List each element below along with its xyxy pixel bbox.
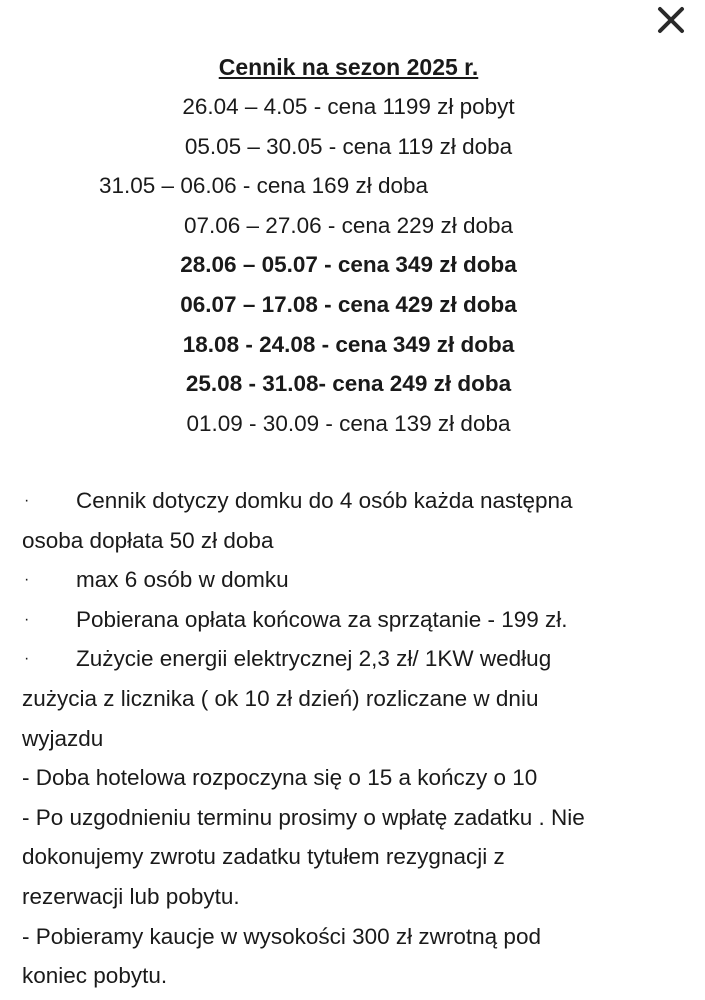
- note-line: zużycia z licznika ( ok 10 zł dzień) rozliczane w dniu: [22, 685, 539, 711]
- bullet-icon: ·: [24, 492, 30, 509]
- note-line: - Doba hotelowa rozpoczyna się o 15 a kończy o 10: [22, 765, 538, 791]
- close-icon[interactable]: [656, 5, 686, 35]
- note-line: wyjazdu: [22, 725, 104, 751]
- close-button[interactable]: [651, 0, 691, 40]
- bullet-icon: ·: [24, 610, 30, 628]
- note-line: - Po uzgodnieniu terminu prosimy o wpłatę zadatku . Nie: [22, 804, 585, 830]
- note-line: koniec pobytu.: [22, 963, 168, 989]
- note-line: Zużycie energii elektrycznej 2,3 zł/ 1KW według: [76, 646, 552, 672]
- price-row: 07.06 – 27.06 - cena 229 zł doba: [183, 212, 513, 238]
- price-row: 26.04 – 4.05 - cena 1199 zł pobyt: [182, 94, 515, 119]
- note-line: Pobierana opłata końcowa za sprzątanie - 199 zł.: [76, 606, 568, 632]
- note-line: Cennik dotyczy domku do 4 osób każda następna: [76, 488, 573, 513]
- price-row: 18.08 - 24.08 - cena 349 zł doba: [182, 331, 515, 357]
- bullet-icon: ·: [24, 571, 30, 589]
- note-line: rezerwacji lub pobytu.: [22, 883, 240, 909]
- note-line: - Pobieramy kaucje w wysokości 300 zł zwrotną pod: [22, 923, 541, 949]
- note-item: [22, 600, 692, 640]
- note-line: max 6 osób w domku: [76, 567, 289, 593]
- price-row: 28.06 – 05.07 - cena 349 zł doba: [180, 252, 517, 278]
- price-row: 06.07 – 17.08 - cena 429 zł doba: [180, 291, 517, 317]
- price-row: 05.05 – 30.05 - cena 119 zł doba: [184, 133, 513, 159]
- note-item: [22, 481, 692, 560]
- bullet-icon: ·: [24, 650, 30, 668]
- price-row: 25.08 - 31.08- cena 249 zł doba: [185, 371, 512, 397]
- note-line: osoba dopłata 50 zł doba: [22, 527, 274, 553]
- note-item: [22, 560, 692, 600]
- notes-section: [22, 481, 692, 996]
- price-row: 31.05 – 06.06 - cena 169 zł doba: [99, 173, 429, 199]
- note-line: dokonujemy zwrotu zadatku tytułem rezygnacji z: [22, 844, 505, 870]
- price-list: [0, 87, 697, 443]
- page-title: Cennik na sezon 2025 r.: [218, 54, 479, 80]
- price-row: 01.09 - 30.09 - cena 139 zł doba: [186, 410, 511, 436]
- note-item: [22, 639, 692, 758]
